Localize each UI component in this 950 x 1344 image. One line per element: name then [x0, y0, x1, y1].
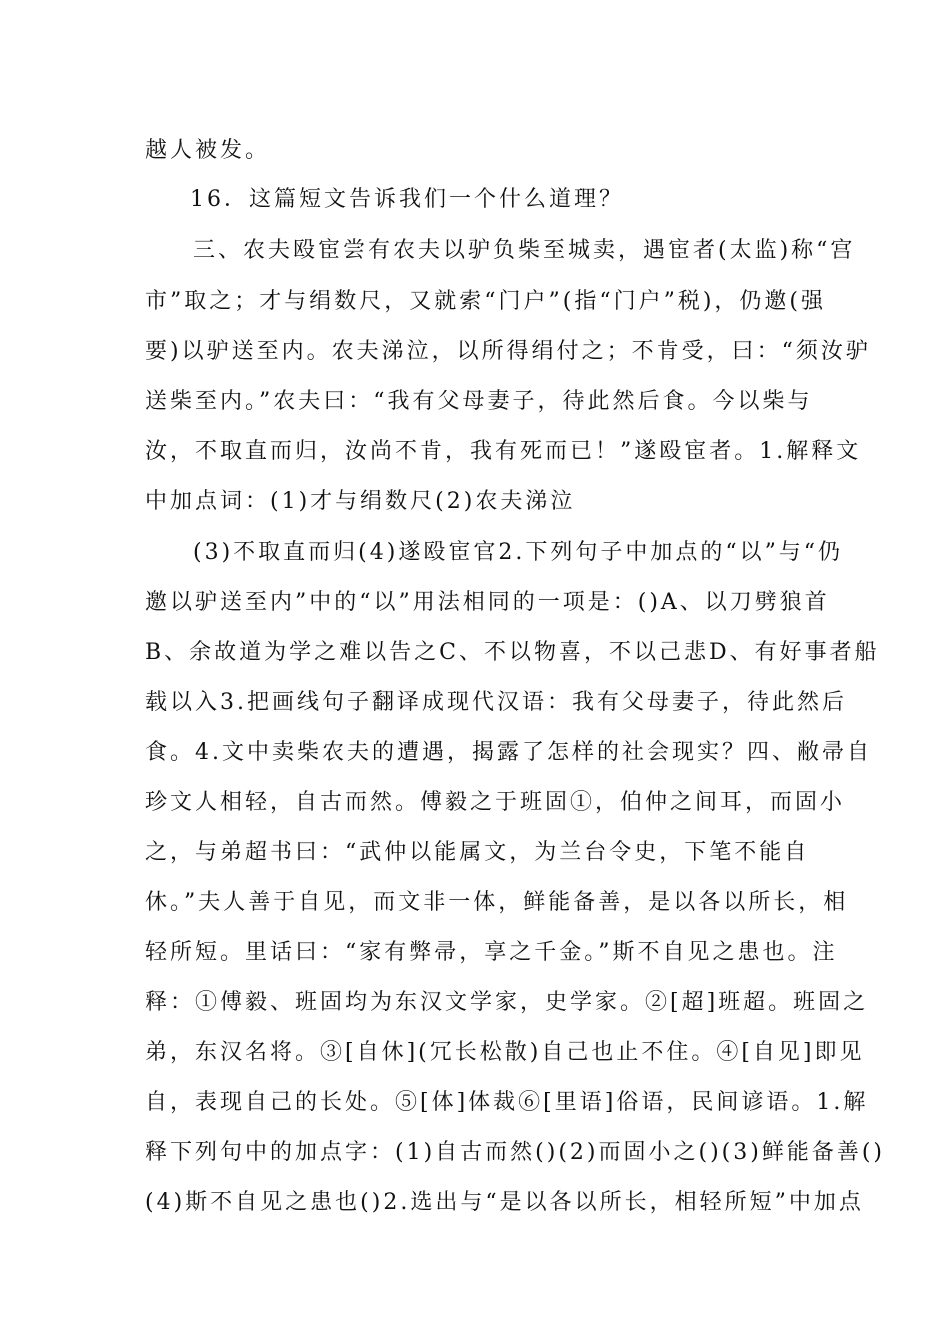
text-line: 市”取之；才与绢数尺，又就索“门户”(指“门户”税)，仍邀(强	[145, 289, 826, 314]
text-line: 自，表现自己的长处。⑤[体]体裁⑥[里语]俗语，民间谚语。1.解	[145, 1090, 869, 1115]
text-line: 越人被发。	[145, 138, 271, 163]
text-line: 中加点词：(1)才与绢数尺(2)农夫涕泣	[145, 489, 576, 514]
text-line: 汝，不取直而归，汝尚不肯，我有死而已！”遂殴宦者。1.解释文	[145, 439, 862, 464]
text-line: 释下列句中的加点字：(1)自古而然()(2)而固小之()(3)鲜能备善()	[145, 1140, 885, 1165]
text-line: 休。”夫人善于自见，而文非一体，鲜能备善，是以各以所长，相	[145, 890, 849, 915]
text-line: 送柴至内。”农夫曰：“我有父母妻子，待此然后食。今以柴与	[145, 389, 813, 414]
text-line: 要)以驴送至内。农夫涕泣，以所得绢付之；不肯受，曰：“须汝驴	[145, 339, 871, 364]
question-line: 16．这篇短文告诉我们一个什么道理？	[190, 187, 624, 212]
section-heading-line: 三、农夫殴宦尝有农夫以驴负柴至城卖，遇宦者(太监)称“宫	[193, 238, 856, 263]
text-line: 珍文人相轻，自古而然。傅毅之于班固①，伯仲之间耳，而固小	[145, 790, 846, 815]
text-line: 弟，东汉名将。③[自休](冗长松散)自己也止不住。④[自见]即见	[145, 1040, 865, 1065]
text-line: B、余故道为学之难以告之C、不以物喜，不以己悲D、有好事者船	[145, 640, 880, 665]
text-line: (3)不取直而归(4)遂殴宦官2.下列句子中加点的“以”与“仍	[193, 540, 844, 565]
text-line: 食。4.文中卖柴农夫的遭遇，揭露了怎样的社会现实？四、敝帚自	[145, 740, 872, 765]
text-line: 释：①傅毅、班固均为东汉文学家，史学家。②[超]班超。班固之	[145, 990, 869, 1015]
text-line: 载以入3.把画线句子翻译成现代汉语：我有父母妻子，待此然后	[145, 690, 847, 715]
text-line: (4)斯不自见之患也()2.选出与“是以各以所长，相轻所短”中加点	[145, 1190, 864, 1215]
text-line: 轻所短。里话曰：“家有弊帚，享之千金。”斯不自见之患也。注	[145, 940, 838, 965]
text-line: 邀以驴送至内”中的“以”用法相同的一项是：()A、以刀劈狼首	[145, 590, 830, 615]
text-line: 之，与弟超书曰：“武仲以能属文，为兰台令史，下笔不能自	[145, 840, 810, 865]
